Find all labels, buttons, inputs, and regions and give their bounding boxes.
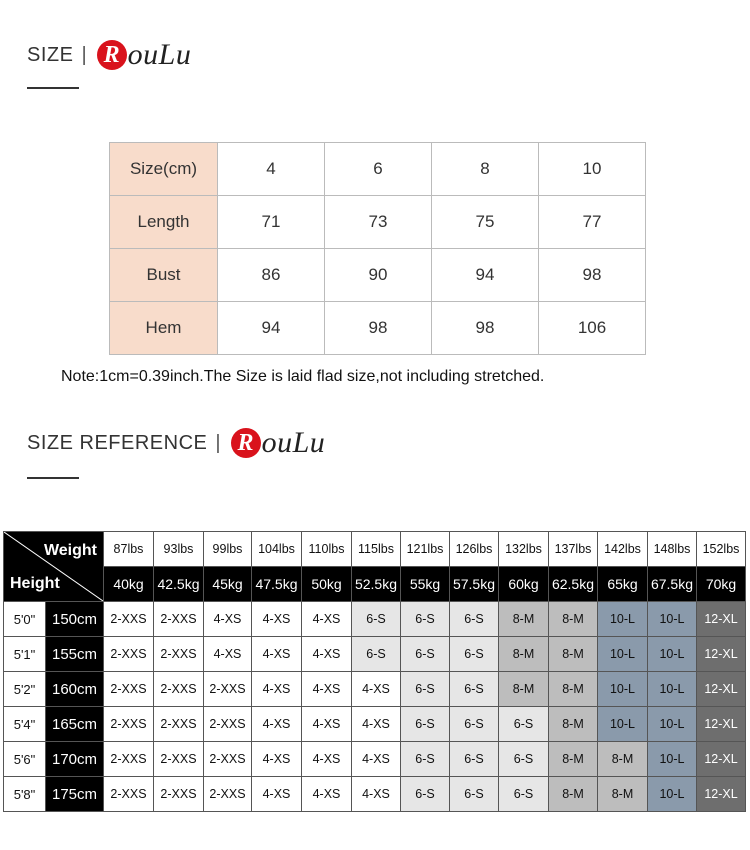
weight-lbs-row [4,532,746,567]
height-cm-cell: 160cm [46,672,104,707]
height-cm-cell: 150cm [46,602,104,637]
size-cell: 6-S [450,672,499,707]
size-cell: 8-M [549,742,598,777]
weight-label: Weight [43,542,97,559]
size-chart-cell: 71 [218,196,325,249]
size-cell: 12-XL [697,602,746,637]
size-cell: 10-L [648,672,697,707]
size-cell: 4-XS [302,602,352,637]
roulu-logo-2 [231,426,326,460]
size-cell: 8-M [598,742,648,777]
size-cell: 2-XXS [154,637,204,672]
height-cm-cell: 155cm [46,637,104,672]
weight-lbs-cell: 148lbs [648,532,697,567]
size-cell: 4-XS [204,602,252,637]
size-cell: 6-S [499,777,549,812]
size-chart-cell: 94 [432,249,539,302]
size-header-separator: | [81,43,87,66]
size-cell: 4-XS [352,777,401,812]
weight-kg-cell: 47.5kg [252,567,302,602]
size-cell: 6-S [450,777,499,812]
size-header-underline [27,87,79,89]
size-cell: 6-S [401,742,450,777]
size-cell: 2-XXS [204,777,252,812]
size-chart-cell: 98 [325,302,432,355]
size-cell: 8-M [549,672,598,707]
size-cell: 2-XXS [104,672,154,707]
weight-lbs-cell: 104lbs [252,532,302,567]
weight-height-corner [4,532,104,602]
size-cell: 8-M [549,707,598,742]
weight-lbs-cell: 110lbs [302,532,352,567]
size-cell: 2-XXS [204,672,252,707]
size-cell: 2-XXS [204,707,252,742]
size-cell: 10-L [598,707,648,742]
size-cell: 6-S [401,707,450,742]
weight-lbs-cell: 137lbs [549,532,598,567]
weight-lbs-cell: 93lbs [154,532,204,567]
size-cell: 4-XS [302,637,352,672]
size-cell: 2-XXS [154,707,204,742]
weight-lbs-cell: 99lbs [204,532,252,567]
size-cell: 4-XS [252,742,302,777]
size-cell: 6-S [401,777,450,812]
height-ft-cell: 5'0" [4,602,46,637]
size-cell: 12-XL [697,637,746,672]
size-reference-header [27,426,325,460]
size-chart-cell: 90 [325,249,432,302]
size-cell: 8-M [549,777,598,812]
size-chart-row [110,249,646,302]
size-chart-cell: 86 [218,249,325,302]
size-cell: 10-L [648,602,697,637]
size-cell: 4-XS [302,777,352,812]
height-row [4,602,746,637]
size-cell: 4-XS [252,602,302,637]
size-cell: 8-M [598,777,648,812]
logo-text-2: ouLu [261,426,326,459]
weight-lbs-cell: 132lbs [499,532,549,567]
size-cell: 2-XXS [104,777,154,812]
size-cell: 8-M [499,637,549,672]
size-cell: 4-XS [352,742,401,777]
weight-kg-cell: 52.5kg [352,567,401,602]
size-cell: 6-S [450,707,499,742]
size-cell: 12-XL [697,742,746,777]
size-header [27,38,191,72]
size-cell: 4-XS [352,672,401,707]
size-chart-cell: 6 [325,143,432,196]
logo-text: ouLu [127,38,192,71]
size-cell: 6-S [450,637,499,672]
roulu-logo [97,38,192,72]
size-chart-cell: 98 [432,302,539,355]
size-cell: 4-XS [302,672,352,707]
size-cell: 10-L [598,672,648,707]
size-chart-row [110,302,646,355]
weight-kg-cell: 67.5kg [648,567,697,602]
size-cell: 10-L [598,602,648,637]
size-cell: 12-XL [697,777,746,812]
size-cell: 6-S [450,602,499,637]
size-reference-separator: | [215,431,221,454]
height-cm-cell: 170cm [46,742,104,777]
weight-lbs-cell: 121lbs [401,532,450,567]
size-cell: 12-XL [697,672,746,707]
size-cell: 2-XXS [154,672,204,707]
size-chart-label: Hem [110,302,218,355]
weight-lbs-cell: 126lbs [450,532,499,567]
size-chart-cell: 75 [432,196,539,249]
size-cell: 12-XL [697,707,746,742]
size-chart-cell: 77 [539,196,646,249]
size-cell: 4-XS [204,637,252,672]
size-header-text: SIZE [27,43,74,66]
weight-kg-cell: 65kg [598,567,648,602]
size-chart-cell: 94 [218,302,325,355]
size-cell: 8-M [499,602,549,637]
height-ft-cell: 5'1" [4,637,46,672]
size-cell: 4-XS [302,742,352,777]
size-cell: 10-L [598,637,648,672]
size-cell: 8-M [549,602,598,637]
weight-kg-row [4,567,746,602]
height-row [4,707,746,742]
size-cell: 8-M [549,637,598,672]
logo-initial-2: R [231,428,261,458]
size-chart-cell: 4 [218,143,325,196]
height-cm-cell: 175cm [46,777,104,812]
height-row [4,742,746,777]
height-row [4,672,746,707]
weight-kg-cell: 62.5kg [549,567,598,602]
size-cell: 2-XXS [104,707,154,742]
size-cell: 10-L [648,707,697,742]
weight-kg-cell: 55kg [401,567,450,602]
height-ft-cell: 5'2" [4,672,46,707]
size-cell: 6-S [450,742,499,777]
size-chart-cell: 106 [539,302,646,355]
size-chart-label: Bust [110,249,218,302]
weight-lbs-cell: 115lbs [352,532,401,567]
size-cell: 2-XXS [104,742,154,777]
size-cell: 2-XXS [104,637,154,672]
size-cell: 10-L [648,742,697,777]
size-chart-row [110,143,646,196]
size-chart-row [110,196,646,249]
size-cell: 2-XXS [154,777,204,812]
height-row [4,637,746,672]
size-chart-label: Length [110,196,218,249]
size-chart-cell: 98 [539,249,646,302]
size-cell: 6-S [499,742,549,777]
height-cm-cell: 165cm [46,707,104,742]
size-cell: 6-S [352,602,401,637]
size-cell: 6-S [401,637,450,672]
size-reference-header-text: SIZE REFERENCE [27,431,208,454]
size-chart-cell: 8 [432,143,539,196]
size-cell: 8-M [499,672,549,707]
weight-kg-cell: 57.5kg [450,567,499,602]
size-cell: 4-XS [302,707,352,742]
size-cell: 6-S [401,602,450,637]
size-cell: 4-XS [352,707,401,742]
size-cell: 6-S [352,637,401,672]
height-label: Height [10,575,60,592]
size-cell: 10-L [648,777,697,812]
size-chart-cell: 73 [325,196,432,249]
size-chart-label: Size(cm) [110,143,218,196]
height-ft-cell: 5'4" [4,707,46,742]
size-cell: 2-XXS [204,742,252,777]
weight-kg-cell: 50kg [302,567,352,602]
weight-kg-cell: 60kg [499,567,549,602]
size-cell: 4-XS [252,637,302,672]
weight-kg-cell: 40kg [104,567,154,602]
height-row [4,777,746,812]
size-cell: 6-S [499,707,549,742]
size-reference-underline [27,477,79,479]
weight-kg-cell: 42.5kg [154,567,204,602]
size-chart-table [109,142,646,355]
size-reference-table [3,531,746,812]
size-cell: 10-L [648,637,697,672]
size-cell: 4-XS [252,707,302,742]
size-cell: 2-XXS [154,602,204,637]
size-cell: 2-XXS [154,742,204,777]
weight-lbs-cell: 142lbs [598,532,648,567]
height-ft-cell: 5'8" [4,777,46,812]
logo-initial: R [97,40,127,70]
weight-lbs-cell: 152lbs [697,532,746,567]
weight-kg-cell: 70kg [697,567,746,602]
weight-kg-cell: 45kg [204,567,252,602]
size-cell: 4-XS [252,672,302,707]
weight-lbs-cell: 87lbs [104,532,154,567]
size-cell: 6-S [401,672,450,707]
size-chart-cell: 10 [539,143,646,196]
size-note: Note:1cm=0.39inch.The Size is laid flad size,not including stretched. [61,368,545,385]
height-ft-cell: 5'6" [4,742,46,777]
size-cell: 4-XS [252,777,302,812]
size-cell: 2-XXS [104,602,154,637]
